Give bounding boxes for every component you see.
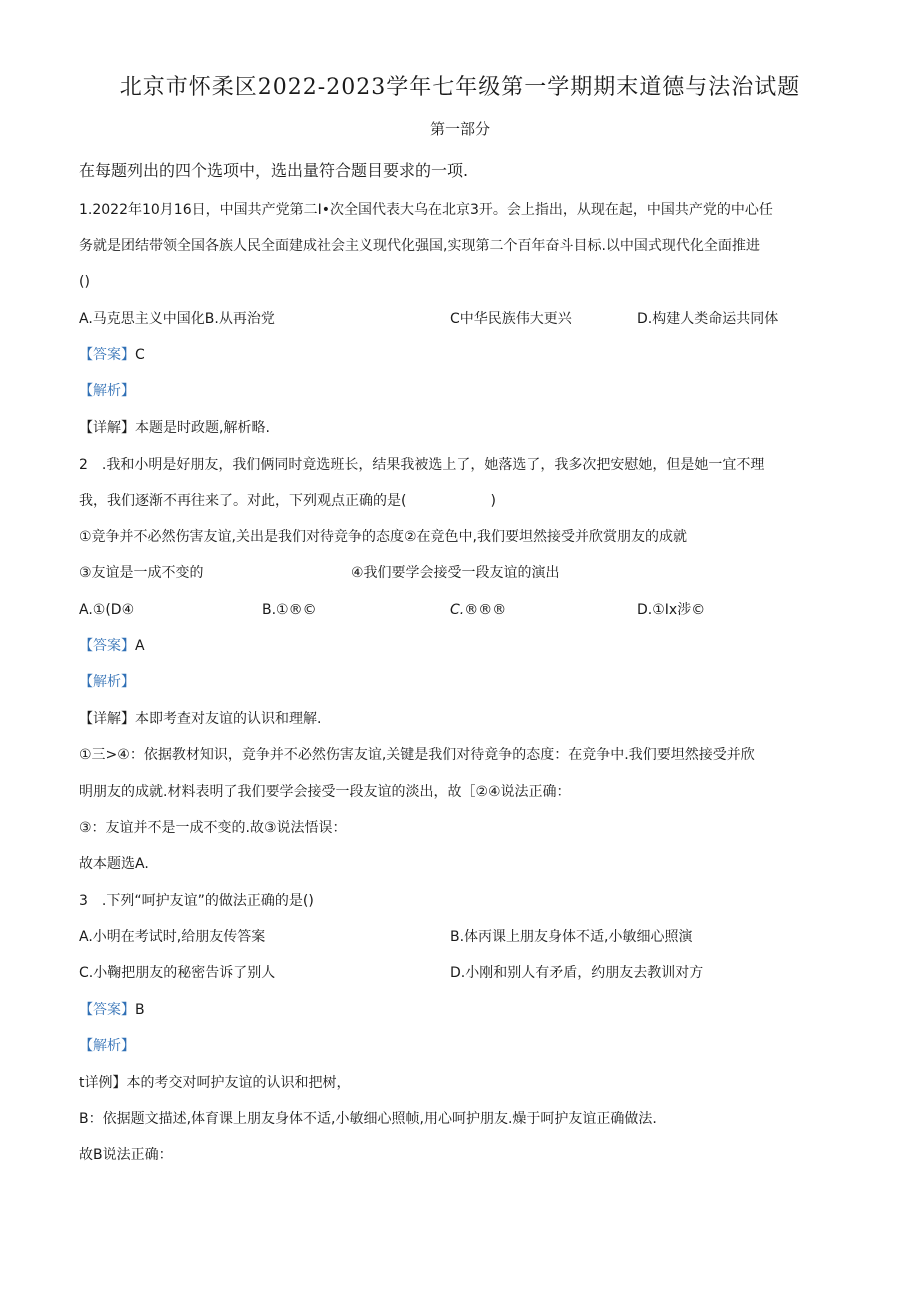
- q2-stem-line-2: 我，我们逐渐不再往来了。对此，下列观点正确的是( ): [79, 493, 496, 509]
- q2-detail-4: ③：友谊并不是一成不变的.故③说法悟误：: [79, 820, 347, 836]
- q1-answer-tag: 【答案】: [79, 347, 135, 363]
- q1-answer-value: C: [135, 347, 145, 363]
- q3-option-d: D.小刚和别人有矛盾，约朋友去教训对方: [450, 965, 704, 981]
- q2-detail-5: 故本题选A.: [79, 856, 149, 872]
- q1-analysis-row: [79, 381, 135, 401]
- q3-answer-value: B: [135, 1002, 145, 1018]
- q3-stem: 3 .下列“呵护友谊”的做法正确的是(): [79, 893, 314, 909]
- q2-detail-2: ①三>④：依据教材知识，竞争并不必然伤害友谊,关键是我们对待竟争的态度：在竞争中.我们要坦然接受并欣: [79, 747, 755, 763]
- q2-stem-line-1: 2 .我和小明是好朋友，我们俩同时竟选班长，结果我被选上了，她落选了，我多次把安慰她，但是她一宜不理: [79, 457, 765, 473]
- q2-statement-3: ③友谊是一成不变的: [79, 565, 204, 581]
- q2-option-d: D.①Ix涉©: [637, 602, 706, 618]
- q2-analysis-row: [79, 672, 135, 692]
- q2-answer-tag: 【答案】: [79, 638, 135, 654]
- q2-analysis-tag: 【解析】: [79, 674, 135, 690]
- document-title: 北京市怀柔区2022-2023学年七年级第一学期期末道德与法治试题: [119, 75, 801, 100]
- q2-option-a: A.①(D④: [79, 602, 135, 618]
- q1-option-d: D.构建人类命运共同体: [637, 311, 779, 327]
- instruction-text: 在每题列出的四个选项中，选出量符合题目要求的一项.: [79, 161, 469, 180]
- q1-analysis-tag: 【解析】: [79, 383, 135, 399]
- q2-answer-value: A: [135, 638, 145, 654]
- q1-answer-row: [79, 345, 145, 365]
- q2-option-c: C.®®®: [450, 602, 507, 618]
- q3-answer-tag: 【答案】: [79, 1002, 135, 1018]
- q1-stem-line-1: 1.2022年10月16日，中国共产党第二I•次全国代表大乌在北京3开。会上指出，从现在起，中国共产党的中心任: [79, 202, 773, 218]
- q2-statements-1-2: ①竞争并不必然伤害友谊,关出是我们对待竞争的态度②在竞色中,我们要坦然接受并欣赏朋友的成就: [79, 529, 687, 545]
- q1-option-c: C中华民族伟大更兴: [450, 311, 572, 327]
- q2-option-b: B.①®©: [262, 602, 317, 618]
- section-heading: 第一部分: [429, 120, 490, 138]
- q2-detail-1: 【详解】本即考查对友谊的认识和理解.: [79, 711, 322, 727]
- q3-detail-1: t详例】本的考交对呵护友谊的认识和把树，: [79, 1075, 351, 1091]
- q3-option-a: A.小明在考试时,给朋友传答案: [79, 929, 266, 945]
- q1-stem-line-3: (): [79, 274, 90, 290]
- q3-answer-row: [79, 1000, 145, 1020]
- q3-detail-2: B：依据题文描述,体育课上朋友身体不适,小敏细心照帧,用心呵护朋友.燥于呵护友谊正确做法.: [79, 1111, 657, 1127]
- q1-detail: 【详解】本题是时政题,解析略.: [79, 420, 270, 436]
- q3-option-c: C.小鞠把朋友的秘密告诉了别人: [79, 965, 276, 981]
- q2-detail-3: 明朋友的成就.材料表明了我们要学会接受一段友谊的淡出，故［②④说法正确：: [79, 784, 571, 800]
- q3-detail-3: 故B说法正确：: [79, 1147, 173, 1163]
- q3-analysis-row: [79, 1036, 135, 1056]
- q3-option-b: B.体丙课上朋友身体不适,小敏细心照演: [450, 929, 693, 945]
- q3-analysis-tag: 【解析】: [79, 1038, 135, 1054]
- q1-option-ab: A.马克思主义中国化B.从再治党: [79, 311, 275, 327]
- q1-stem-line-2: 务就是团结带领全国各族人民全面建成社会主义现代化强国,实现第二个百年奋斗目标.以中国式现代化全面推进: [79, 238, 760, 254]
- q2-answer-row: [79, 636, 145, 656]
- q2-statement-4: ④我们要学会接受一段友谊的演出: [351, 565, 560, 581]
